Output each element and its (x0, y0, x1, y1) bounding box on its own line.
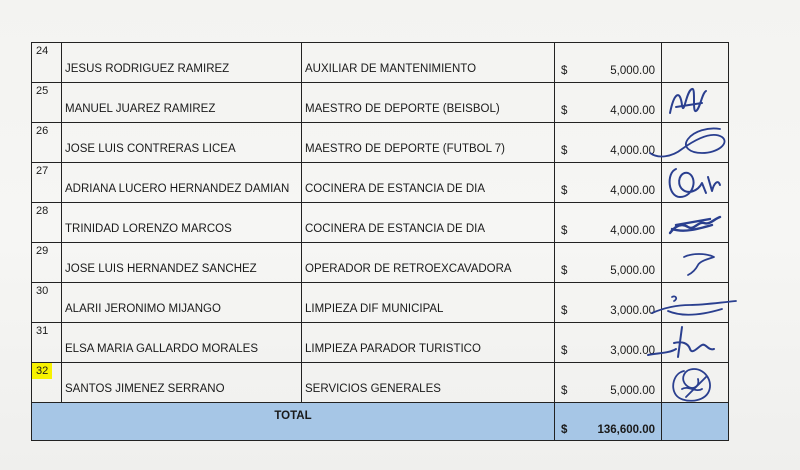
signature-cell (662, 43, 729, 83)
employee-name: SANTOS JIMENEZ SERRANO (65, 383, 225, 395)
row-number-cell (32, 283, 62, 323)
signature-cell (662, 163, 729, 203)
table-row (32, 43, 729, 83)
name-cell (62, 83, 302, 123)
employee-role: OPERADOR DE RETROEXCAVADORA (305, 263, 512, 275)
total-label: TOTAL (274, 409, 312, 422)
table-row (32, 123, 729, 163)
row-number-cell (32, 43, 62, 83)
currency-symbol: $ (561, 424, 568, 436)
employee-role: MAESTRO DE DEPORTE (BEISBOL) (305, 103, 500, 115)
row-number-cell (32, 83, 62, 123)
currency-symbol: $ (561, 265, 568, 277)
employee-role: LIMPIEZA PARADOR TURISTICO (305, 343, 481, 355)
amount-value: 5,000.00 (610, 385, 655, 397)
signature-cell (662, 363, 729, 403)
signature-cell (662, 283, 729, 323)
amount-cell (555, 283, 662, 323)
table-row (32, 163, 729, 203)
currency-symbol: $ (561, 225, 568, 237)
amount-cell (555, 363, 662, 403)
name-cell (62, 163, 302, 203)
role-cell (302, 203, 555, 243)
amount-cell (555, 323, 662, 363)
handwritten-signature (662, 123, 729, 163)
handwritten-signature (662, 203, 729, 243)
row-number: 32 (32, 363, 52, 379)
handwritten-signature (662, 243, 729, 283)
table-row (32, 323, 729, 363)
amount-cell (555, 43, 662, 83)
signature-cell (662, 203, 729, 243)
amount-value: 3,000.00 (610, 345, 655, 357)
employee-name: MANUEL JUAREZ RAMIREZ (65, 103, 216, 115)
employee-role: COCINERA DE ESTANCIA DE DIA (305, 183, 485, 195)
name-cell (62, 43, 302, 83)
role-cell (302, 243, 555, 283)
table-row (32, 203, 729, 243)
row-number: 25 (36, 85, 49, 97)
signature-cell (662, 83, 729, 123)
amount-cell (555, 83, 662, 123)
amount-value: 5,000.00 (610, 265, 655, 277)
employee-role: SERVICIOS GENERALES (305, 383, 441, 395)
employee-name: ALARII JERONIMO MIJANGO (65, 303, 221, 315)
employee-role: COCINERA DE ESTANCIA DE DIA (305, 223, 485, 235)
role-cell (302, 363, 555, 403)
currency-symbol: $ (561, 185, 568, 197)
name-cell (62, 123, 302, 163)
total-label-cell (32, 403, 555, 441)
signature-cell (662, 123, 729, 163)
currency-symbol: $ (561, 145, 568, 157)
row-number-cell (32, 163, 62, 203)
handwritten-signature (662, 323, 729, 363)
name-cell (62, 283, 302, 323)
name-cell (62, 243, 302, 283)
employee-role: MAESTRO DE DEPORTE (FUTBOL 7) (305, 143, 505, 155)
amount-cell (555, 163, 662, 203)
row-number-cell (32, 363, 62, 403)
amount-value: 4,000.00 (610, 185, 655, 197)
total-amount: 136,600.00 (597, 424, 655, 436)
table-row (32, 243, 729, 283)
table-row (32, 363, 729, 403)
role-cell (302, 43, 555, 83)
name-cell (62, 363, 302, 403)
role-cell (302, 323, 555, 363)
role-cell (302, 123, 555, 163)
employee-name: JOSE LUIS CONTRERAS LICEA (65, 143, 236, 155)
employee-name: JESUS RODRIGUEZ RAMIREZ (65, 63, 230, 75)
currency-symbol: $ (561, 385, 568, 397)
employee-role: AUXILIAR DE MANTENIMIENTO (305, 63, 477, 75)
row-number: 31 (36, 325, 49, 337)
total-blank-cell (662, 403, 729, 441)
amount-value: 4,000.00 (610, 105, 655, 117)
employee-role: LIMPIEZA DIF MUNICIPAL (305, 303, 444, 315)
row-number: 27 (36, 165, 49, 177)
employee-name: ADRIANA LUCERO HERNANDEZ DAMIAN (65, 183, 290, 195)
name-cell (62, 203, 302, 243)
row-number: 30 (36, 285, 49, 297)
payroll-table (31, 42, 729, 441)
employee-name: TRINIDAD LORENZO MARCOS (65, 223, 232, 235)
total-amount-cell (555, 403, 662, 441)
row-number: 29 (36, 245, 49, 257)
amount-value: 4,000.00 (610, 225, 655, 237)
row-number-cell (32, 203, 62, 243)
currency-symbol: $ (561, 65, 568, 77)
row-number-cell (32, 123, 62, 163)
handwritten-signature (662, 163, 729, 203)
amount-value: 3,000.00 (610, 305, 655, 317)
row-number-cell (32, 243, 62, 283)
signature-cell (662, 243, 729, 283)
handwritten-signature (662, 83, 729, 123)
amount-cell (555, 203, 662, 243)
table-row (32, 83, 729, 123)
handwritten-signature (662, 283, 729, 323)
amount-cell (555, 243, 662, 283)
amount-value: 4,000.00 (610, 145, 655, 157)
employee-name: ELSA MARIA GALLARDO MORALES (65, 343, 259, 355)
row-number-cell (32, 323, 62, 363)
handwritten-signature (662, 363, 729, 403)
name-cell (62, 323, 302, 363)
row-number: 24 (36, 45, 49, 57)
table-row (32, 283, 729, 323)
currency-symbol: $ (561, 305, 568, 317)
role-cell (302, 83, 555, 123)
row-number: 28 (36, 205, 49, 217)
amount-cell (555, 123, 662, 163)
row-number: 26 (36, 125, 49, 137)
currency-symbol: $ (561, 105, 568, 117)
signature-cell (662, 323, 729, 363)
amount-value: 5,000.00 (610, 65, 655, 77)
currency-symbol: $ (561, 345, 568, 357)
role-cell (302, 283, 555, 323)
role-cell (302, 163, 555, 203)
total-row (32, 403, 729, 441)
employee-name: JOSE LUIS HERNANDEZ SANCHEZ (65, 263, 257, 275)
